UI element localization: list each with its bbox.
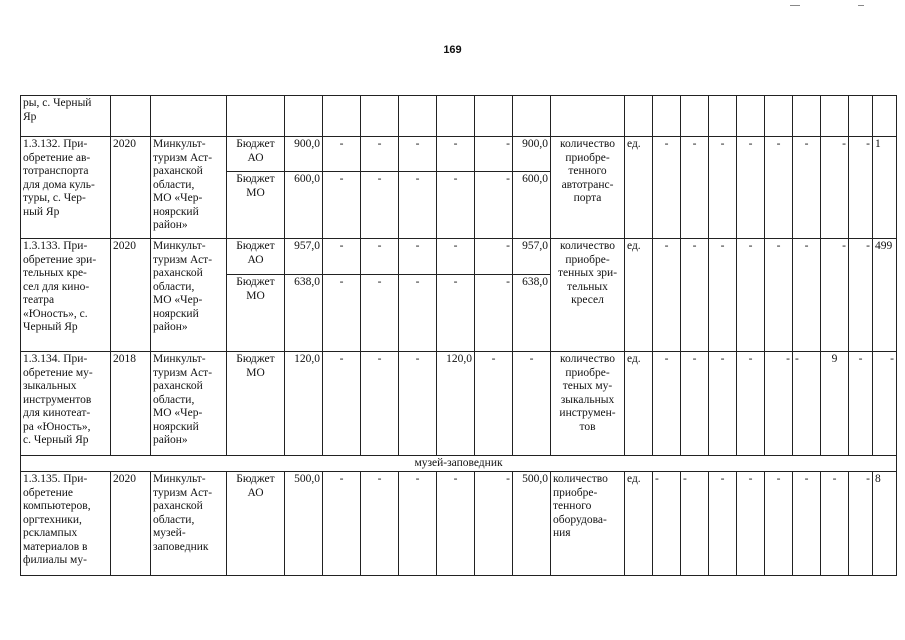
dash-cell: - — [653, 239, 681, 352]
dash-cell: - — [849, 352, 873, 456]
scan-mark — [858, 5, 864, 6]
dash-cell: - — [361, 137, 399, 172]
table-row — [21, 96, 897, 137]
table-row — [21, 352, 897, 456]
dash-cell: - — [513, 352, 551, 456]
program-table — [20, 95, 897, 576]
dash-cell: - — [399, 172, 437, 239]
year-value: 120,0 — [437, 352, 475, 456]
dash-cell: - — [793, 137, 821, 239]
year-value: 900,0 — [513, 137, 551, 172]
year-value: 600,0 — [513, 172, 551, 239]
measure-name: 1.3.135. При- обретение компьютеров, оргтехники, рсклампых материалов в филиалы му- — [21, 472, 111, 576]
indicator: количество приобре- теных му- зыкальных инструмен- тов — [551, 352, 625, 456]
total-value: 120,0 — [285, 352, 323, 456]
indicator-value: 1 — [873, 137, 897, 239]
dash-cell: - — [653, 137, 681, 239]
dash-cell: - — [437, 239, 475, 275]
dash-cell: - — [361, 352, 399, 456]
funding-source: Бюджет МО — [227, 352, 285, 456]
dash-cell: - — [399, 275, 437, 352]
dash-cell: - — [765, 137, 793, 239]
dash-cell: - — [681, 137, 709, 239]
funding-source: Бюджет АО — [227, 137, 285, 172]
dash-cell: - — [475, 172, 513, 239]
dash-cell: - — [437, 472, 475, 576]
dash-cell: - — [475, 137, 513, 172]
dash-cell: - — [475, 472, 513, 576]
dash-cell: - — [821, 472, 849, 576]
indicator-value: 499 — [873, 239, 897, 352]
dash-cell: - — [709, 137, 737, 239]
dash-cell: - — [765, 352, 793, 456]
dash-cell: - — [737, 137, 765, 239]
total-value: 600,0 — [285, 172, 323, 239]
total-value: 900,0 — [285, 137, 323, 172]
executor: Минкульт- туризм Аст- раханской области, МО «Чер- ноярский район» — [151, 137, 227, 239]
dash-cell: - — [737, 352, 765, 456]
dash-cell: - — [793, 352, 821, 456]
dash-cell: - — [437, 137, 475, 172]
dash-cell: - — [873, 352, 897, 456]
year-value: 500,0 — [513, 472, 551, 576]
dash-cell: - — [323, 239, 361, 275]
dash-cell: - — [399, 239, 437, 275]
dash-cell: - — [399, 472, 437, 576]
dash-cell: - — [821, 137, 849, 239]
dash-cell: - — [437, 275, 475, 352]
unit: ед. — [625, 352, 653, 456]
unit: ед. — [625, 137, 653, 239]
dash-cell: - — [323, 137, 361, 172]
dash-cell: - — [361, 472, 399, 576]
measure-name: 1.3.133. При- обретение зри- тельных кре- сел для кино- театра «Юность», с. Черный Яр — [21, 239, 111, 352]
indicator-value: 9 — [821, 352, 849, 456]
dash-cell: - — [653, 472, 681, 576]
section-heading: музей-заповедник — [21, 456, 897, 472]
dash-cell: - — [849, 472, 873, 576]
dash-cell: - — [323, 275, 361, 352]
dash-cell: - — [765, 239, 793, 352]
executor: Минкульт- туризм Аст- раханской области, МО «Чер- ноярский район» — [151, 352, 227, 456]
dash-cell: - — [709, 472, 737, 576]
dash-cell: - — [323, 172, 361, 239]
scan-mark — [790, 5, 800, 6]
year-value: 957,0 — [513, 239, 551, 275]
dash-cell: - — [709, 352, 737, 456]
dash-cell: - — [399, 352, 437, 456]
page-number: 169 — [443, 44, 462, 56]
measure-name: 1.3.132. При- обретение ав- тотранспорта для дома куль- туры, с. Чер- ный Яр — [21, 137, 111, 239]
table-row — [21, 472, 897, 576]
dash-cell: - — [793, 472, 821, 576]
dash-cell: - — [399, 137, 437, 172]
dash-cell: - — [681, 472, 709, 576]
measure-name: ры, с. Черный Яр — [21, 96, 111, 137]
year: 2018 — [111, 352, 151, 456]
dash-cell: - — [323, 472, 361, 576]
dash-cell: - — [361, 172, 399, 239]
dash-cell: - — [737, 239, 765, 352]
dash-cell: - — [849, 137, 873, 239]
year: 2020 — [111, 137, 151, 239]
dash-cell: - — [793, 239, 821, 352]
funding-source: Бюджет МО — [227, 172, 285, 239]
unit: ед. — [625, 239, 653, 352]
dash-cell: - — [361, 275, 399, 352]
indicator: количество приобре- тенного автотранс- порта — [551, 137, 625, 239]
dash-cell: - — [475, 275, 513, 352]
funding-source: Бюджет МО — [227, 275, 285, 352]
indicator: количество приобре- тенных зри- тельных кресел — [551, 239, 625, 352]
dash-cell: - — [437, 172, 475, 239]
dash-cell: - — [361, 239, 399, 275]
dash-cell: - — [681, 239, 709, 352]
dash-cell: - — [709, 239, 737, 352]
total-value: 500,0 — [285, 472, 323, 576]
table-row — [21, 137, 897, 172]
dash-cell: - — [475, 239, 513, 275]
dash-cell: - — [821, 239, 849, 352]
dash-cell: - — [475, 352, 513, 456]
unit: ед. — [625, 472, 653, 576]
table-row — [21, 239, 897, 275]
funding-source: Бюджет АО — [227, 239, 285, 275]
dash-cell: - — [323, 352, 361, 456]
executor: Минкульт- туризм Аст- раханской области, музей- заповедник — [151, 472, 227, 576]
dash-cell: - — [765, 472, 793, 576]
total-value: 957,0 — [285, 239, 323, 275]
indicator-value: 8 — [873, 472, 897, 576]
year-value: 638,0 — [513, 275, 551, 352]
total-value: 638,0 — [285, 275, 323, 352]
dash-cell: - — [737, 472, 765, 576]
dash-cell: - — [653, 352, 681, 456]
executor: Минкульт- туризм Аст- раханской области, МО «Чер- ноярский район» — [151, 239, 227, 352]
year: 2020 — [111, 472, 151, 576]
year: 2020 — [111, 239, 151, 352]
table-row — [21, 456, 897, 472]
measure-name: 1.3.134. При- обретение му- зыкальных инструментов для кинотеат- ра «Юность», с. Черный Яр — [21, 352, 111, 456]
indicator: количество приобре- тенного оборудова- ния — [551, 472, 625, 576]
dash-cell: - — [681, 352, 709, 456]
funding-source: Бюджет АО — [227, 472, 285, 576]
dash-cell: - — [849, 239, 873, 352]
